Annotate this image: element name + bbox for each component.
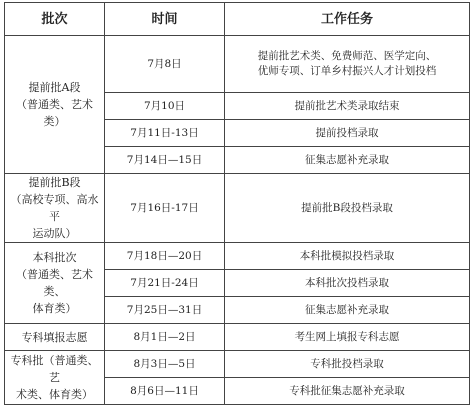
time-cell: 8月1日—2日 (105, 324, 225, 351)
time-cell: 7月8日 (105, 36, 225, 93)
time-cell: 7月16日-17日 (105, 174, 225, 243)
batch-sublabel: （普通类、艺术类） (16, 98, 93, 128)
task-cell: 征集志愿补充录取 (225, 297, 470, 324)
task-line: 优师专项、订单乡村振兴人才计划投档 (257, 65, 437, 77)
time-cell: 7月21日-24日 (105, 270, 225, 297)
batch-label: 提前批A段 (28, 81, 81, 94)
task-cell: 提前批B段投档录取 (225, 174, 470, 243)
task-cell: 提前批艺术类录取结束 (225, 93, 470, 120)
task-line: 提前批艺术类、免费师范、医学定向、 (257, 50, 437, 62)
task-cell: 提前投档录取 (225, 120, 470, 147)
table-row (5, 351, 470, 378)
batch-sublabel: （普通类、艺术类、 (16, 268, 93, 298)
batch-sublabel: 体育类） (32, 302, 77, 315)
table-row (5, 324, 470, 351)
batch-label: 专科批（普通类、艺 (10, 354, 99, 384)
time-cell: 7月25日—31日 (105, 297, 225, 324)
task-cell: 本科批模拟投档录取 (225, 243, 470, 270)
batch-sublabel: 术类、体育类） (16, 388, 93, 401)
table-row (5, 36, 470, 93)
admission-schedule-table (4, 2, 470, 405)
batch-label: 本科批次 (32, 251, 77, 264)
header-row (5, 3, 470, 36)
header-task: 工作任务 (225, 3, 470, 36)
task-cell: 专科批征集志愿补充录取 (225, 378, 470, 405)
batch-sublabel: 运动队） (32, 227, 77, 240)
batch-label: 专科填报志愿 (21, 330, 88, 344)
batch-cell (5, 174, 105, 243)
task-cell: 考生网上填报专科志愿 (225, 324, 470, 351)
schedule-table-container (4, 2, 470, 405)
header-batch: 批次 (5, 3, 105, 36)
batch-cell (5, 243, 105, 324)
time-cell: 7月18日—20日 (105, 243, 225, 270)
task-cell: 征集志愿补充录取 (225, 147, 470, 174)
batch-cell (5, 36, 105, 174)
time-cell: 7月11日-13日 (105, 120, 225, 147)
time-cell: 7月14日—15日 (105, 147, 225, 174)
time-cell: 8月3日—5日 (105, 351, 225, 378)
time-cell: 8月6日—11日 (105, 378, 225, 405)
task-cell (225, 36, 470, 93)
table-row (5, 243, 470, 270)
header-time: 时间 (105, 3, 225, 36)
table-row (5, 174, 470, 243)
task-cell: 专科批投档录取 (225, 351, 470, 378)
time-cell: 7月10日 (105, 93, 225, 120)
batch-sublabel: （高校专项、高水平 (10, 193, 99, 223)
batch-label: 提前批B段 (28, 176, 81, 189)
task-cell: 本科批次投档录取 (225, 270, 470, 297)
batch-cell (5, 324, 105, 351)
batch-cell (5, 351, 105, 405)
